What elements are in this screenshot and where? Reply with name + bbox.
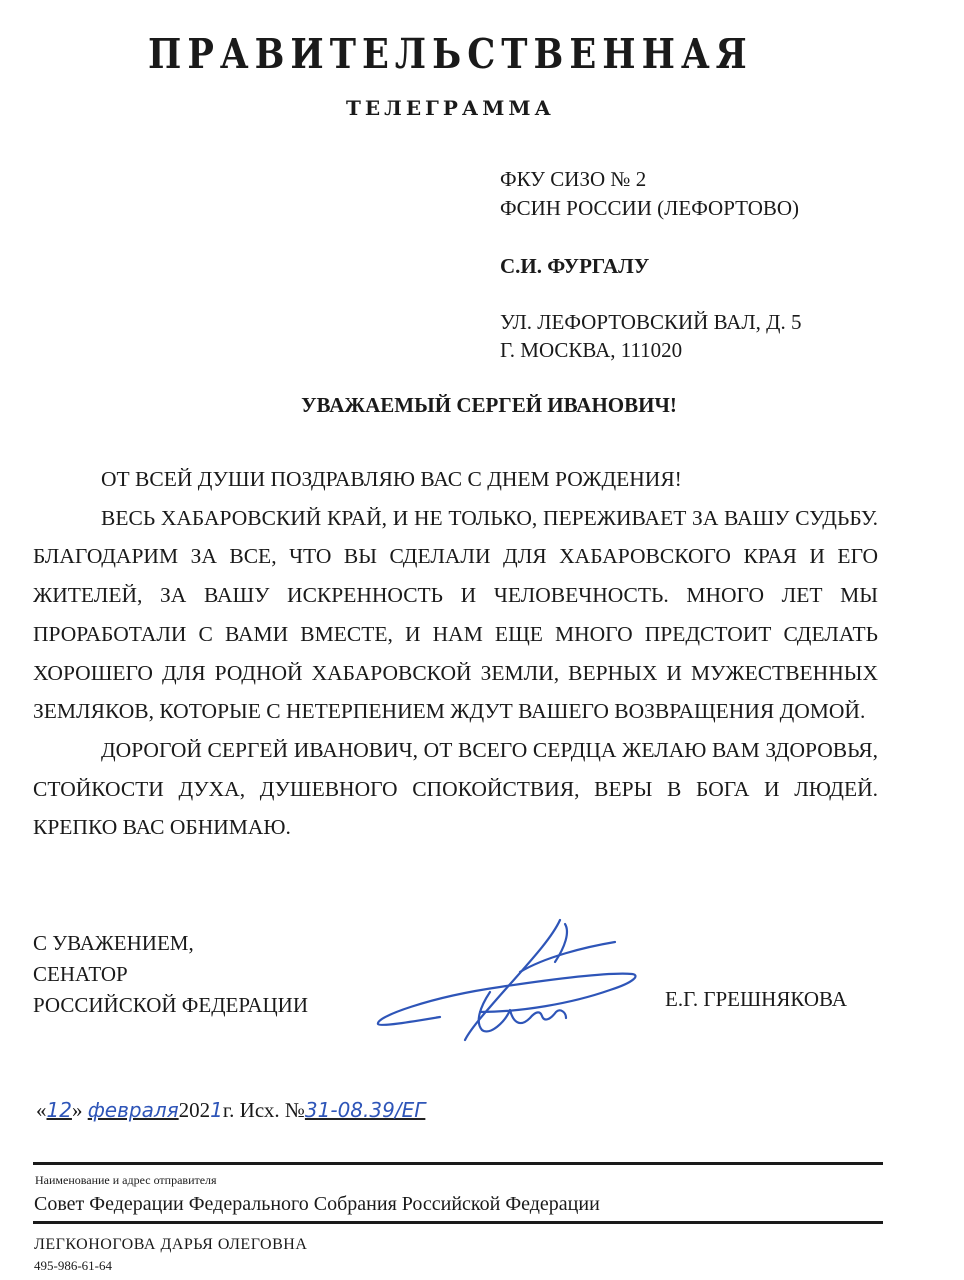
telegram-title: ПРАВИТЕЛЬСТВЕННАЯ — [148, 30, 753, 78]
date-and-number-line — [36, 1098, 425, 1123]
signer-name: Е.Г. ГРЕШНЯКОВА — [665, 987, 847, 1011]
recipient-address-line1: УЛ. ЛЕФОРТОВСКИЙ ВАЛ, Д. 5 — [500, 310, 802, 334]
handwritten-signature — [370, 912, 650, 1052]
recipient-name: С.И. ФУРГАЛУ — [500, 254, 650, 278]
closing-position: СЕНАТОР — [33, 962, 128, 986]
contact-name: ЛЕГКОНОГОВА ДАРЬЯ ОЛЕГОВНА — [34, 1236, 308, 1253]
recipient-address-line2: Г. МОСКВА, 111020 — [500, 338, 683, 362]
date-month: февраля — [87, 1098, 179, 1122]
sender-label: Наименование и адрес отправителя — [35, 1173, 217, 1187]
letter-paragraph-1: ОТ ВСЕЙ ДУШИ ПОЗДРАВЛЯЮ ВАС С ДНЕМ РОЖДЕНИЯ! — [101, 467, 682, 491]
date-day: 12 — [46, 1098, 72, 1122]
date-close-quote: » — [71, 1098, 83, 1122]
outgoing-number: 31-08.39/ЕГ — [304, 1098, 426, 1122]
letter-body — [33, 460, 878, 847]
letter-paragraph-3: ДОРОГОЙ СЕРГЕЙ ИВАНОВИЧ, ОТ ВСЕГО СЕРДЦА ЖЕЛАЮ ВАМ ЗДОРОВЬЯ, СТОЙКОСТИ ДУХА, ДУШЕВНОГО СПОКОЙСТВИЯ, ВЕРЫ В БОГА И ЛЮДЕЙ. КРЕПКО ВАС ОБНИМАЮ. — [33, 737, 878, 840]
date-year-prefix: 202 — [178, 1098, 211, 1122]
closing-block — [33, 928, 308, 1021]
telegram-subtitle: ТЕЛЕГРАММА — [346, 96, 555, 120]
contact-phone: 495-986-61-64 — [34, 1258, 112, 1273]
recipient-institution-line1: ФКУ СИЗО № 2 — [500, 167, 647, 191]
date-open-quote: « — [36, 1098, 47, 1122]
closing-position-country: РОССИЙСКОЙ ФЕДЕРАЦИИ — [33, 993, 308, 1017]
letter-paragraph-2: ВЕСЬ ХАБАРОВСКИЙ КРАЙ, И НЕ ТОЛЬКО, ПЕРЕЖИВАЕТ ЗА ВАШУ СУДЬБУ. БЛАГОДАРИМ ЗА ВСЕ, ЧТО ВЫ СДЕЛАЛИ ДЛЯ ХАБАРОВСКОГО КРАЯ И ЕГО ЖИТЕЛЕЙ, ЗА ВАШУ ИСКРЕННОСТЬ И ЧЕЛОВЕЧНОСТЬ. МНОГО ЛЕТ МЫ ПРОРАБОТАЛИ С ВАМИ ВМЕСТЕ, И НАМ ЕЩЕ МНОГО ПРЕДСТОИТ СДЕЛАТЬ ХОРОШЕГО ДЛЯ РОДНОЙ ХАБАРОВСКОЙ ЗЕМЛИ, ВЕРНЫХ И МУЖЕСТВЕННЫХ ЗЕМЛЯКОВ, КОТОРЫЕ С НЕТЕРПЕНИЕМ ЖДУТ ВАШЕГО ВОЗВРАЩЕНИЯ ДОМОЙ. — [33, 505, 878, 724]
closing-regards: С УВАЖЕНИЕМ, — [33, 931, 194, 955]
recipient-institution-line2: ФСИН РОССИИ (ЛЕФОРТОВО) — [500, 196, 800, 220]
divider-bottom — [33, 1221, 883, 1224]
sender-organization: Совет Федерации Федерального Собрания Российской Федерации — [34, 1193, 600, 1215]
salutation: УВАЖАЕМЫЙ СЕРГЕЙ ИВАНОВИЧ! — [301, 393, 677, 417]
divider-top — [33, 1162, 883, 1165]
date-year-suffix: г. Исх. № — [222, 1098, 305, 1122]
date-year-digit: 1 — [210, 1098, 223, 1122]
